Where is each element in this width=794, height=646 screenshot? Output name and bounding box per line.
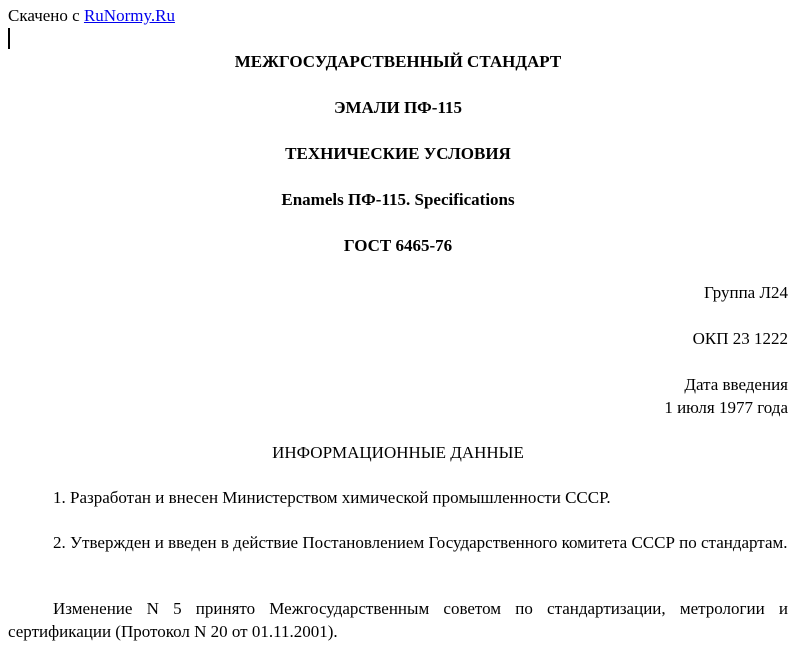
info-item-approved: 2. Утвержден и введен в действие Постановлением Государственного комитета СССР по стандартам. xyxy=(53,533,788,552)
info-item-amendment: Изменение N 5 принято Межгосударственным советом по стандартизации, метрологии и сертификации (Протокол N 20 от 01.11.2001). xyxy=(8,599,788,641)
english-title: Enamels ПФ-115. Specifications xyxy=(281,190,515,209)
document-title: ЭМАЛИ ПФ-115 xyxy=(333,98,463,117)
info-item-developed: 1. Разработан и внесен Министерством химической промышленности СССР. xyxy=(53,488,611,507)
text-cursor xyxy=(8,28,10,49)
okp-code: ОКП 23 1222 xyxy=(692,329,788,348)
intro-date-value: 1 июля 1977 года xyxy=(664,398,788,417)
gost-number: ГОСТ 6465-76 xyxy=(343,236,453,255)
standard-type-heading: МЕЖГОСУДАРСТВЕННЫЙ СТАНДАРТ xyxy=(234,52,562,71)
source-line xyxy=(8,6,175,26)
source-prefix: Скачено с xyxy=(8,6,84,25)
source-link[interactable]: RuNormy.Ru xyxy=(83,6,175,25)
group-code: Группа Л24 xyxy=(703,283,788,302)
info-section-title: ИНФОРМАЦИОННЫЕ ДАННЫЕ xyxy=(272,443,524,462)
document-subtitle: ТЕХНИЧЕСКИЕ УСЛОВИЯ xyxy=(285,144,511,163)
intro-date-label: Дата введения xyxy=(684,375,788,394)
document-page xyxy=(8,0,788,646)
